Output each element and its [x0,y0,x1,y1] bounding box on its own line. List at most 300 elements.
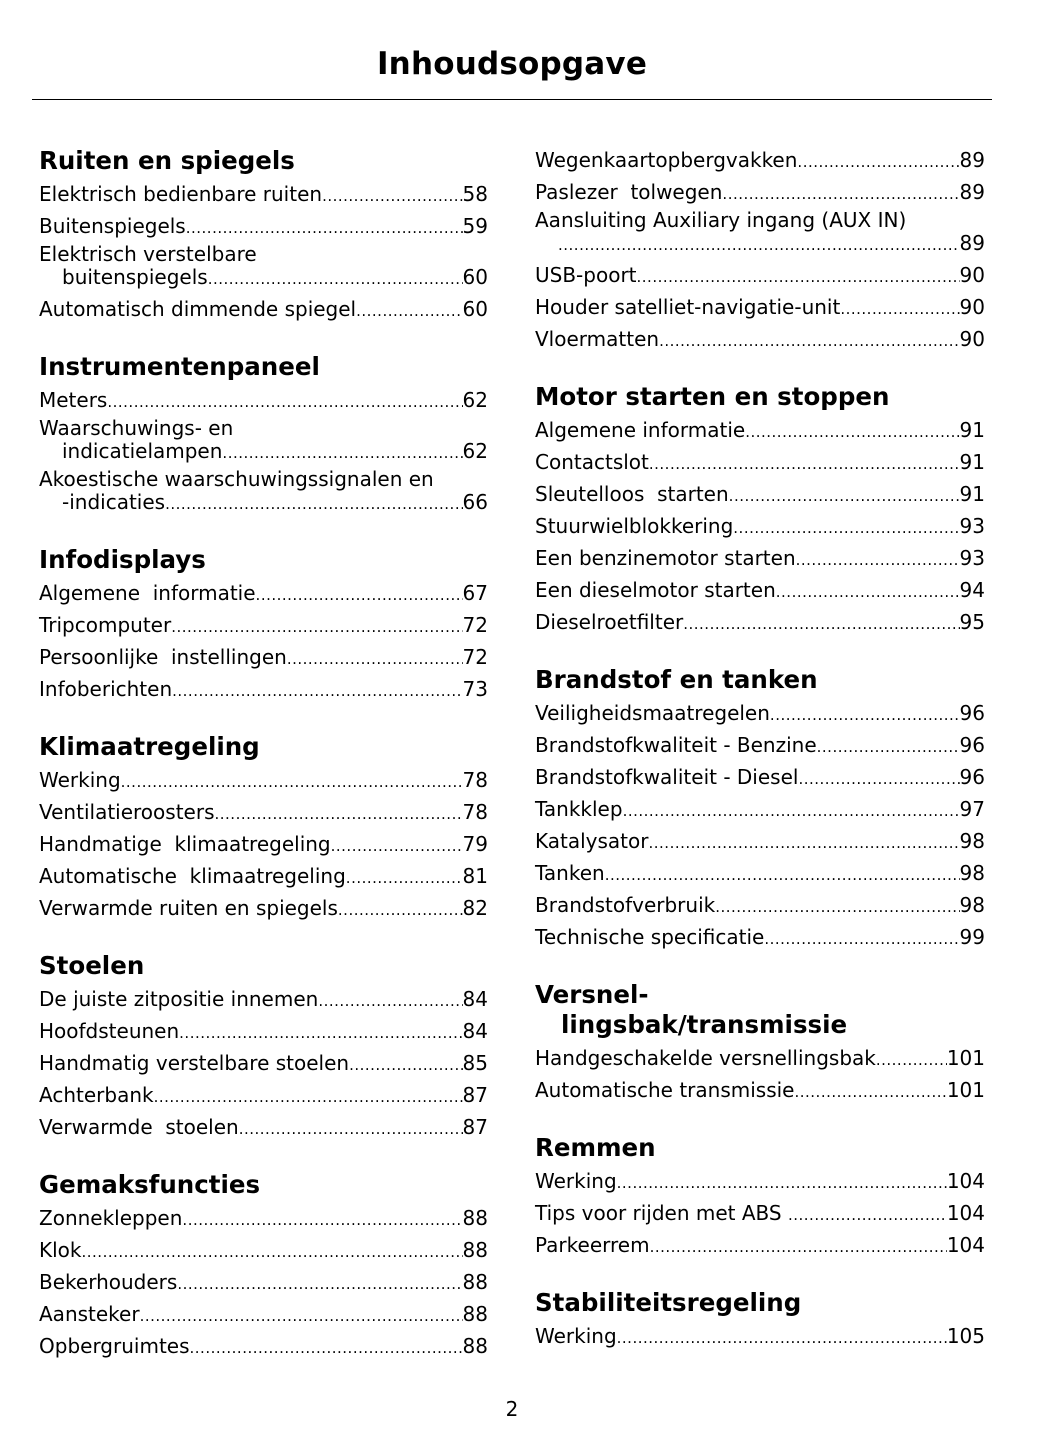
dot-leader [190,1331,463,1363]
toc-entry-row [39,829,488,861]
page-number: 2 [505,1397,519,1421]
section-heading [39,146,488,176]
toc-entry[interactable] [39,861,488,893]
toc-section-continued-0 [535,145,985,356]
toc-entry[interactable] [535,145,985,177]
toc-entry[interactable] [39,417,488,468]
toc-entry-label: Hoofdsteunen [39,1019,180,1043]
toc-entry-label: Brandstofkwaliteit - Diesel [535,765,799,789]
toc-entry-page: 73 [462,677,488,701]
toc-entry[interactable] [535,698,985,730]
dot-leader [222,440,462,464]
dot-leader [287,642,463,674]
toc-entry-row [535,794,985,826]
toc-entry-label: Automatisch dimmende spiegel [39,297,357,321]
toc-entry-label: Tankklep [535,797,623,821]
toc-entry-page: 79 [462,832,488,856]
toc-entry-label: Algemene informatie [39,581,256,605]
toc-entry[interactable] [535,1043,985,1075]
toc-entry[interactable] [535,543,985,575]
toc-entry-row [535,762,985,794]
toc-entry-label: buitenspiegels [62,265,208,289]
toc-entry[interactable] [535,858,985,890]
toc-entry[interactable] [535,324,985,356]
toc-entry[interactable] [535,575,985,607]
toc-entry-page: 93 [959,546,985,570]
toc-entry-label: Brandstofverbruik [535,893,716,917]
toc-entry[interactable] [535,292,985,324]
toc-entry-label: Dieselroetfilter [535,610,684,634]
dot-leader [745,415,959,447]
toc-entry[interactable] [535,826,985,858]
toc-entry-label-line1: Aansluiting Auxiliary ingang (AUX IN) [535,208,907,232]
toc-entry[interactable] [535,762,985,794]
toc-entry-label-line1: Waarschuwings- en [39,416,234,440]
toc-entry-row [39,578,488,610]
dot-leader [798,762,959,794]
dot-leader [764,922,959,954]
toc-entry-page: 90 [959,327,985,351]
toc-entry-label: Werking [535,1169,617,1193]
toc-entry-page: 58 [462,182,488,206]
toc-entry[interactable] [535,922,985,954]
dot-leader [177,1267,462,1299]
toc-entry-page: 101 [946,1078,985,1102]
toc-entry[interactable] [535,415,985,447]
dot-leader [338,893,463,925]
toc-section-gemaksfuncties [39,1170,488,1363]
toc-entry-label: Persoonlijke instellingen [39,645,287,669]
toc-section-remmen [535,1133,985,1262]
dot-leader [186,211,463,243]
toc-entry[interactable] [39,1048,488,1080]
toc-entry-row [39,893,488,925]
toc-entry-row [535,447,985,479]
dot-leader [623,794,960,826]
toc-entry-label: Werking [535,1324,617,1348]
toc-section-motor-starten-en-stoppen [535,382,985,639]
toc-entry[interactable] [39,578,488,610]
toc-entry-row [535,1166,985,1198]
toc-entry-page: 62 [462,439,488,463]
dot-leader [154,1080,463,1112]
toc-entry[interactable] [535,607,985,639]
dot-leader [140,1299,463,1331]
dot-leader [322,179,462,211]
toc-entry-page: 88 [462,1334,488,1358]
toc-entry[interactable] [39,1235,488,1267]
toc-entry-row [39,642,488,674]
toc-entry-page: 96 [959,765,985,789]
toc-entry[interactable] [39,610,488,642]
toc-entry-page: 91 [959,450,985,474]
toc-entry-label: Brandstofkwaliteit - Benzine [535,733,817,757]
dot-leader [637,260,960,292]
dot-leader [649,826,960,858]
toc-entry[interactable] [535,1230,985,1262]
toc-entry-page: 99 [959,925,985,949]
toc-entry-page: 96 [959,701,985,725]
toc-entry-page: 78 [462,800,488,824]
toc-entry-page: 104 [946,1233,985,1257]
toc-entry-label: Technische specificatie [535,925,765,949]
section-heading-text: Gemaksfuncties [39,1170,261,1199]
section-heading [39,545,488,575]
toc-entry-page: 93 [959,514,985,538]
toc-entry-label: Elektrisch bedienbare ruiten [39,182,323,206]
toc-entry-page: 88 [462,1206,488,1230]
dot-leader [683,607,959,639]
toc-entry-row [39,1299,488,1331]
toc-entry-page: 98 [959,861,985,885]
toc-entry-row [39,1331,488,1363]
dot-leader [840,292,959,324]
toc-section-ruiten-en-spiegels [39,146,488,326]
toc-entry-page: 101 [946,1046,985,1070]
section-heading-text: Ruiten en spiegels [39,146,295,175]
section-heading-continuation: lingsbak/transmissie [561,1010,848,1039]
toc-entry-row [39,984,488,1016]
dot-leader [776,575,960,607]
toc-entry-page: 87 [462,1115,488,1139]
dot-leader [605,858,960,890]
toc-entry-page: 66 [462,490,488,514]
toc-entry-page: 98 [959,829,985,853]
toc-entry-label: Automatische transmissie [535,1078,795,1102]
toc-entry[interactable] [39,893,488,925]
toc-entry[interactable] [39,765,488,797]
toc-entry-label: Verwarmde stoelen [39,1115,239,1139]
toc-entry[interactable] [535,1321,985,1353]
dot-leader [107,385,462,417]
toc-entry-page: 60 [462,297,488,321]
toc-entry-label: Meters [39,388,108,412]
section-heading [39,951,488,981]
section-heading-text: Motor starten en stoppen [535,382,890,411]
toc-entry-page: 87 [462,1083,488,1107]
toc-entry-page: 88 [462,1302,488,1326]
toc-entry-label: Stuurwielblokkering [535,514,734,538]
dot-leader [172,674,462,706]
toc-entry-page: 94 [959,578,985,602]
toc-entry[interactable] [535,794,985,826]
toc-entry-label: Een dieselmotor starten [535,578,776,602]
toc-entry-row [39,861,488,893]
toc-entry[interactable] [39,211,488,243]
toc-entry[interactable] [39,243,488,294]
dot-leader [617,1321,947,1353]
toc-entry-row [535,415,985,447]
toc-entry-label: Vloermatten [535,327,660,351]
section-heading [535,382,985,412]
toc-entry-page: 105 [946,1324,985,1348]
section-heading [535,1288,985,1318]
dot-leader [794,1075,946,1107]
toc-entry-row [535,260,985,292]
toc-entry-label: Tripcomputer [39,613,172,637]
toc-entry-row [39,266,488,290]
toc-entry-label: Tanken [535,861,605,885]
toc-entry-page: 84 [462,987,488,1011]
toc-entry-label: Opbergruimtes [39,1334,190,1358]
toc-entry-row [535,1043,985,1075]
toc-entry-page: 62 [462,388,488,412]
toc-entry-label: -indicaties [62,490,166,514]
toc-entry-page: 90 [959,295,985,319]
toc-entry[interactable] [39,1203,488,1235]
toc-entry-page: 88 [462,1270,488,1294]
toc-entry[interactable] [535,1198,985,1230]
section-heading-text: Stoelen [39,951,145,980]
toc-entry-row [39,491,488,515]
toc-entry-row [39,797,488,829]
section-heading-text: Instrumentenpaneel [39,352,320,381]
toc-entry-page: 81 [462,864,488,888]
toc-entry-page: 72 [462,613,488,637]
toc-entry-label: Algemene informatie [535,418,746,442]
toc-section-stoelen [39,951,488,1144]
toc-entry-label: Handgeschakelde versnellingsbak [535,1046,876,1070]
dot-leader [182,1203,462,1235]
toc-entry-row [535,292,985,324]
toc-entry[interactable] [535,890,985,922]
toc-entry-row [39,1112,488,1144]
section-heading [535,665,985,695]
toc-entry[interactable] [535,447,985,479]
toc-entry[interactable] [535,177,985,209]
toc-section-infodisplays [39,545,488,706]
toc-entry-row [535,1321,985,1353]
toc-entry[interactable] [39,1016,488,1048]
toc-entry[interactable] [39,1112,488,1144]
toc-entry-label: Infoberichten [39,677,173,701]
toc-entry-row [39,294,488,326]
toc-entry-row [535,1075,985,1107]
toc-entry-page: 72 [462,645,488,669]
toc-entry-label: Contactslot [535,450,649,474]
dot-leader [876,1043,947,1075]
dot-leader [346,861,463,893]
section-heading-text: Versnel- [535,980,649,1009]
toc-section-klimaatregeling [39,732,488,925]
toc-entry[interactable] [535,730,985,762]
toc-entry-page: 89 [959,180,985,204]
dot-leader [165,491,462,515]
toc-entry[interactable] [39,385,488,417]
toc-entry[interactable] [39,642,488,674]
toc-entry-page: 97 [959,797,985,821]
toc-entry-label: Houder satelliet-navigatie-unit [535,295,841,319]
dot-leader [318,984,462,1016]
toc-entry-label: Handmatige klimaatregeling [39,832,331,856]
section-heading [39,732,488,762]
toc-entry[interactable] [39,179,488,211]
toc-entry[interactable] [535,1166,985,1198]
toc-entry-page: 91 [959,418,985,442]
toc-entry-label: Buitenspiegels [39,214,186,238]
section-heading [535,980,985,1040]
toc-entry-row [39,610,488,642]
dot-leader [817,730,960,762]
toc-entry-page: 78 [462,768,488,792]
toc-entry-label: Bekerhouders [39,1270,178,1294]
toc-entry-page: 95 [959,610,985,634]
toc-column-right [535,145,985,1379]
section-heading-text: Brandstof en tanken [535,665,818,694]
dot-leader [796,543,960,575]
dot-leader [356,294,462,326]
toc-entry[interactable] [39,294,488,326]
toc-entry-label: Paslezer tolwegen [535,180,723,204]
toc-entry-row [39,1235,488,1267]
toc-entry-row [535,575,985,607]
toc-entry-label: Ventilatieroosters [39,800,215,824]
dot-leader [558,232,960,256]
toc-entry[interactable] [39,829,488,861]
toc-entry-page: 96 [959,733,985,757]
toc-entry-page: 67 [462,581,488,605]
toc-entry-page: 84 [462,1019,488,1043]
toc-entry-label-line1: Elektrisch verstelbare [39,242,257,266]
toc-entry-label: Veiligheidsmaatregelen [535,701,770,725]
toc-entry[interactable] [39,797,488,829]
toc-entry-label: Handmatig verstelbare stoelen [39,1051,350,1075]
toc-entry-label: indicatielampen [62,439,223,463]
section-heading-text: Remmen [535,1133,656,1162]
dot-leader [650,1230,947,1262]
toc-entry-row [39,674,488,706]
toc-entry[interactable] [535,209,985,260]
toc-entry-page: 89 [959,148,985,172]
dot-leader [331,829,463,861]
toc-entry[interactable] [535,260,985,292]
toc-entry[interactable] [39,1331,488,1363]
toc-entry-page: 90 [959,263,985,287]
toc-entry-label: Klok [39,1238,82,1262]
toc-entry-row [535,511,985,543]
dot-leader [208,266,463,290]
title-divider [32,99,992,100]
toc-entry-row [535,858,985,890]
toc-entry-row [39,179,488,211]
dot-leader [179,1016,462,1048]
toc-entry[interactable] [535,479,985,511]
toc-entry-row [535,177,985,209]
toc-entry-label: Werking [39,768,121,792]
toc-entry-label: Aansteker [39,1302,140,1326]
toc-entry-row [39,1080,488,1112]
toc-entry-page: 88 [462,1238,488,1262]
dot-leader [715,890,959,922]
toc-entry-row [39,211,488,243]
toc-entry-label: Sleutelloos starten [535,482,729,506]
dot-leader [729,479,960,511]
toc-entry[interactable] [535,1075,985,1107]
dot-leader [256,578,463,610]
toc-entry-label: Automatische klimaatregeling [39,864,346,888]
toc-entry-label: Achterbank [39,1083,154,1107]
toc-entry-row [39,440,488,464]
section-heading-text: Klimaatregeling [39,732,260,761]
dot-leader [121,765,463,797]
toc-entry-label: Katalysator [535,829,649,853]
dot-leader [82,1235,463,1267]
dot-leader [215,797,463,829]
dot-leader [349,1048,462,1080]
dot-leader [722,177,959,209]
toc-entry-row [535,232,985,256]
toc-entry[interactable] [535,511,985,543]
toc-entry-row [535,1198,985,1230]
dot-leader [733,511,959,543]
section-heading [39,352,488,382]
dot-leader [788,1198,947,1230]
toc-section-instrumentenpaneel [39,352,488,519]
toc-entry-page: 104 [946,1169,985,1193]
toc-entry-label: Tips voor rijden met ABS [535,1201,788,1225]
toc-section-brandstof-en-tanken [535,665,985,954]
toc-entry-row [535,1230,985,1262]
toc-entry-row [39,1267,488,1299]
dot-leader [770,698,960,730]
toc-entry[interactable] [39,468,488,519]
toc-entry[interactable] [39,1080,488,1112]
toc-entry[interactable] [39,674,488,706]
toc-entry-label: USB-poort [535,263,637,287]
toc-entry-row [535,890,985,922]
toc-entry-page: 85 [462,1051,488,1075]
dot-leader [659,324,959,356]
toc-entry-label: Zonnekleppen [39,1206,183,1230]
toc-entry-row [39,1016,488,1048]
toc-entry-label-line1: Akoestische waarschuwingssignalen en [39,467,434,491]
toc-entry-page: 59 [462,214,488,238]
toc-entry-row [39,1048,488,1080]
toc-entry-row [39,765,488,797]
dot-leader [239,1112,463,1144]
toc-entry-row [535,698,985,730]
toc-entry-row [535,145,985,177]
dot-leader [171,610,462,642]
toc-entry-row [39,1203,488,1235]
toc-entry-page: 104 [946,1201,985,1225]
toc-entry-page: 89 [959,231,985,255]
page-title: Inhoudsopgave [376,46,648,82]
toc-entry-row [535,607,985,639]
toc-section-versnel [535,980,985,1107]
section-heading [39,1170,488,1200]
toc-entry-page: 98 [959,893,985,917]
toc-entry-row [535,324,985,356]
toc-entry[interactable] [39,984,488,1016]
toc-entry-label: Verwarmde ruiten en spiegels [39,896,338,920]
toc-entry-label: Parkeerrem [535,1233,650,1257]
toc-column-left [39,146,488,1389]
toc-entry-label: De juiste zitpositie innemen [39,987,319,1011]
dot-leader [617,1166,947,1198]
section-heading-text: Stabiliteitsregeling [535,1288,802,1317]
toc-entry[interactable] [39,1267,488,1299]
toc-entry-row [535,730,985,762]
dot-leader [649,447,960,479]
toc-entry-row [535,826,985,858]
toc-entry[interactable] [39,1299,488,1331]
toc-entry-page: 91 [959,482,985,506]
toc-entry-page: 82 [462,896,488,920]
toc-entry-label: Wegenkaartopbergvakken [535,148,798,172]
toc-entry-row [39,385,488,417]
toc-entry-row [535,479,985,511]
